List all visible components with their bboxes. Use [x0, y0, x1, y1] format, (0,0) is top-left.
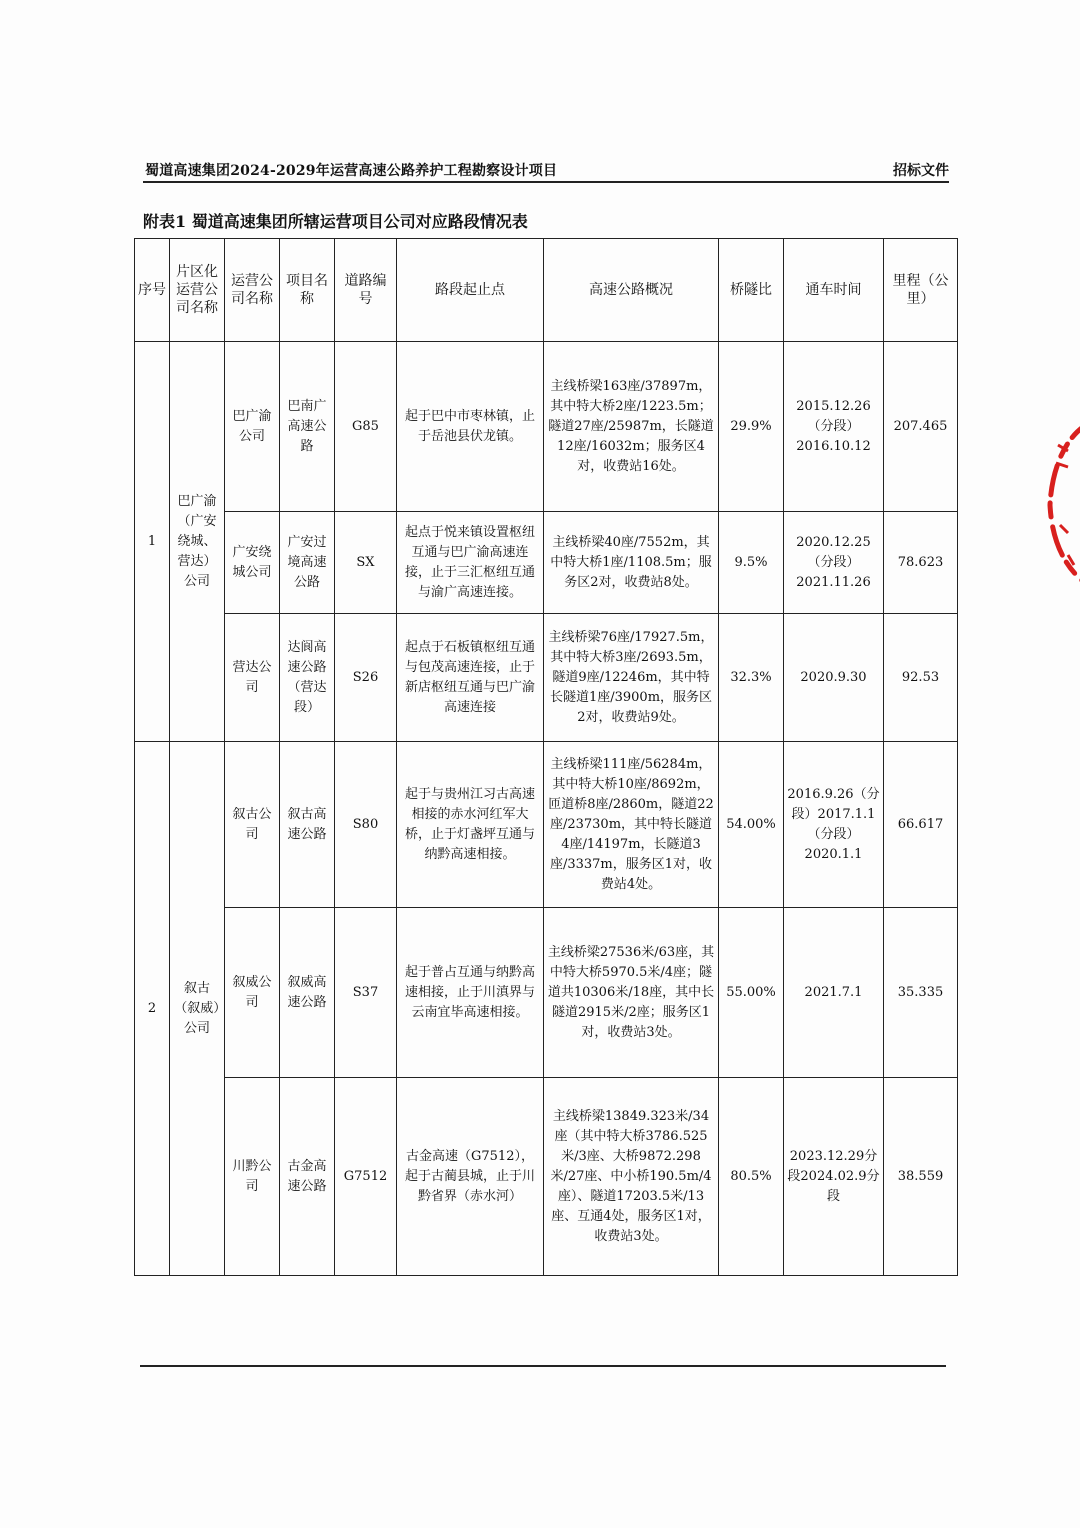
overview-cell: 主线桥梁13849.323米/34座（其中特大桥3786.525米/3座、大桥9872.298米/27座、中小桥190.5m/4座）、隧道17203.5米/13座、互通4处，服务区1对，收费站3处。 [544, 1078, 719, 1276]
table-row [135, 1078, 958, 1276]
date-cell: 2020.12.25（分段）2021.11.26 [784, 512, 884, 614]
header-row [135, 239, 958, 342]
table-row [135, 512, 958, 614]
region-company-cell: 巴广渝（广安绕城、营达）公司 [170, 342, 225, 742]
header-cell: 项目名称 [280, 239, 335, 342]
project-cell: 广安过境高速公路 [280, 512, 335, 614]
range-cell: 起于巴中市枣林镇，止于岳池县伏龙镇。 [397, 342, 544, 512]
code-cell: SX [335, 512, 397, 614]
ratio-cell: 80.5% [719, 1078, 784, 1276]
company-cell: 叙威公司 [225, 908, 280, 1078]
date-cell: 2023.12.29分段2024.02.9分段 [784, 1078, 884, 1276]
header-cell: 里程（公里） [884, 239, 958, 342]
region-company-cell: 叙古（叙威）公司 [170, 742, 225, 1276]
seq-cell: 1 [135, 342, 170, 742]
range-cell: 起于普占互通与纳黔高速相接，止于川滇界与云南宜毕高速相接。 [397, 908, 544, 1078]
header-title: 蜀道高速集团2024-2029年运营高速公路养护工程勘察设计项目 [145, 163, 558, 179]
company-cell: 营达公司 [225, 614, 280, 742]
header-doc-type: 招标文件 [893, 163, 949, 179]
table-caption: 附表1 蜀道高速集团所辖运营项目公司对应路段情况表 [143, 212, 528, 231]
company-cell: 叙古公司 [225, 742, 280, 908]
overview-cell: 主线桥梁76座/17927.5m，其中特大桥3座/2693.5m，隧道9座/12246m，其中特长隧道1座/3900m，服务区2对，收费站9处。 [544, 614, 719, 742]
overview-cell: 主线桥梁40座/7552m，其中特大桥1座/1108.5m；服务区2对，收费站8处。 [544, 512, 719, 614]
header-cell: 路段起止点 [397, 239, 544, 342]
ratio-cell: 54.00% [719, 742, 784, 908]
project-cell: 巴南广高速公路 [280, 342, 335, 512]
company-cell: 巴广渝公司 [225, 342, 280, 512]
code-cell: G7512 [335, 1078, 397, 1276]
date-cell: 2016.9.26（分段）2017.1.1（分段）2020.1.1 [784, 742, 884, 908]
header-cell: 桥隧比 [719, 239, 784, 342]
table-row [135, 908, 958, 1078]
range-cell: 起点于悦来镇设置枢纽互通与巴广渝高速连接，止于三汇枢纽互通与渝广高速连接。 [397, 512, 544, 614]
project-cell: 达阆高速公路（营达段） [280, 614, 335, 742]
ratio-cell: 55.00% [719, 908, 784, 1078]
ratio-cell: 9.5% [719, 512, 784, 614]
km-cell: 35.335 [884, 908, 958, 1078]
header-cell: 片区化运营公司名称 [170, 239, 225, 342]
company-cell: 川黔公司 [225, 1078, 280, 1276]
footer-rule [140, 1365, 946, 1367]
header-cell: 通车时间 [784, 239, 884, 342]
range-cell: 古金高速（G7512），起于古蔺县城，止于川黔省界（赤水河） [397, 1078, 544, 1276]
header-cell: 道路编号 [335, 239, 397, 342]
table-row [135, 614, 958, 742]
header-cell: 序号 [135, 239, 170, 342]
ratio-cell: 29.9% [719, 342, 784, 512]
header-cell: 运营公司名称 [225, 239, 280, 342]
km-cell: 92.53 [884, 614, 958, 742]
seal-stamp [1038, 405, 1080, 605]
range-cell: 起于与贵州江习古高速相接的赤水河红军大桥，止于灯盏坪互通与纳黔高速相接。 [397, 742, 544, 908]
overview-cell: 主线桥梁111座/56284m，其中特大桥10座/8692m，匝道桥8座/2860m，隧道22座/23730m，其中特长隧道4座/14197m，长隧道3座/3337m，服务区1对，收费站4处。 [544, 742, 719, 908]
km-cell: 207.465 [884, 342, 958, 512]
km-cell: 66.617 [884, 742, 958, 908]
project-cell: 叙古高速公路 [280, 742, 335, 908]
ratio-cell: 32.3% [719, 614, 784, 742]
header-rule [143, 181, 949, 183]
code-cell: G85 [335, 342, 397, 512]
date-cell: 2020.9.30 [784, 614, 884, 742]
range-cell: 起点于石板镇枢纽互通与包茂高速连接，止于新店枢纽互通与巴广渝高速连接 [397, 614, 544, 742]
page-header [143, 158, 949, 184]
road-section-table [134, 238, 958, 1276]
code-cell: S26 [335, 614, 397, 742]
date-cell: 2015.12.26（分段）2016.10.12 [784, 342, 884, 512]
project-cell: 叙威高速公路 [280, 908, 335, 1078]
km-cell: 78.623 [884, 512, 958, 614]
km-cell: 38.559 [884, 1078, 958, 1276]
seq-cell: 2 [135, 742, 170, 1276]
project-cell: 古金高速公路 [280, 1078, 335, 1276]
code-cell: S80 [335, 742, 397, 908]
table-row [135, 742, 958, 908]
overview-cell: 主线桥梁163座/37897m，其中特大桥2座/1223.5m；隧道27座/25987m，长隧道12座/16032m；服务区4对，收费站16处。 [544, 342, 719, 512]
overview-cell: 主线桥梁27536米/63座，其中特大桥5970.5米/4座；隧道共10306米/18座，其中长隧道2915米/2座；服务区1对，收费站3处。 [544, 908, 719, 1078]
company-cell: 广安绕城公司 [225, 512, 280, 614]
table-row [135, 342, 958, 512]
date-cell: 2021.7.1 [784, 908, 884, 1078]
header-cell: 高速公路概况 [544, 239, 719, 342]
code-cell: S37 [335, 908, 397, 1078]
